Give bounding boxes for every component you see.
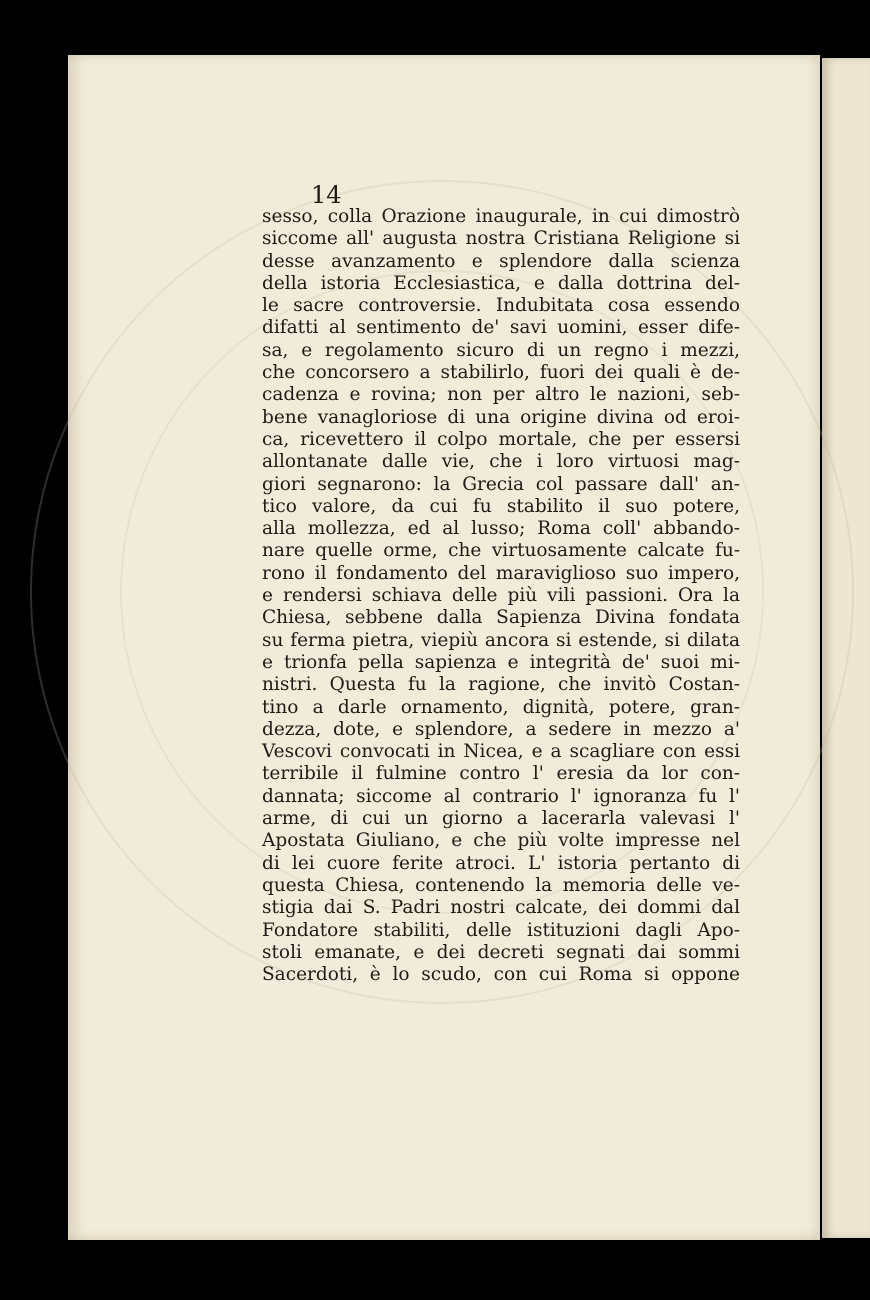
- text-line: rono il fondamento del maraviglioso suo impero,: [262, 562, 740, 584]
- text-line: arme, di cui un giorno a lacerarla valevasi l': [262, 808, 740, 830]
- text-line: Chiesa, sebbene dalla Sapienza Divina fondata: [262, 607, 740, 629]
- text-line: tico valore, da cui fu stabilito il suo potere,: [262, 495, 740, 517]
- text-line: di lei cuore ferite atroci. L' istoria pertanto di: [262, 852, 740, 874]
- text-line: sesso, colla Orazione inaugurale, in cui dimostrò: [262, 206, 740, 227]
- text-line: stigia dai S. Padri nostri calcate, dei dommi dal: [262, 897, 740, 919]
- text-line: cadenza e rovina; non per altro le nazioni, seb-: [262, 384, 740, 406]
- text-line: Sacerdoti, è lo scudo, con cui Roma si oppone: [262, 964, 740, 986]
- text-line: dezza, dote, e splendore, a sedere in mezzo a': [262, 718, 740, 740]
- text-line: Vescovi convocati in Nicea, e a scagliare con essi: [262, 741, 740, 763]
- text-line: le sacre controversie. Indubitata cosa essendo: [262, 295, 740, 317]
- text-line: della istoria Ecclesiastica, e dalla dottrina del-: [262, 272, 740, 294]
- text-line: giori segnarono: la Grecia col passare dall' an-: [262, 473, 740, 495]
- text-line: bene vanagloriose di una origine divina od eroi-: [262, 406, 740, 428]
- text-line: terribile il fulmine contro l' eresia da lor con-: [262, 763, 740, 785]
- text-line: che concorsero a stabilirlo, fuori dei quali è de-: [262, 362, 740, 384]
- text-line: e trionfa pella sapienza e integrità de' suoi mi-: [262, 651, 740, 673]
- text-line: Apostata Giuliano, e che più volte impresse nel: [262, 830, 740, 852]
- text-line: alla mollezza, ed al lusso; Roma coll' abbando-: [262, 518, 740, 540]
- text-line: questa Chiesa, contenendo la memoria delle ve-: [262, 874, 740, 896]
- text-line: nistri. Questa fu la ragione, che invitò Costan-: [262, 674, 740, 696]
- text-line: stoli emanate, e dei decreti segnati dai sommi: [262, 941, 740, 963]
- body-text: [262, 206, 740, 986]
- text-line: dannata; siccome al contrario l' ignoranza fu l': [262, 785, 740, 807]
- text-line: nare quelle orme, che virtuosamente calcate fu-: [262, 540, 740, 562]
- text-line: e rendersi schiava delle più vili passioni. Ora la: [262, 585, 740, 607]
- text-line: Fondatore stabiliti, delle istituzioni dagli Apo-: [262, 919, 740, 941]
- text-line: difatti al sentimento de' savi uomini, esser dife-: [262, 317, 740, 339]
- text-line: tino a darle ornamento, dignità, potere, gran-: [262, 696, 740, 718]
- text-line: desse avanzamento e splendore dalla scienza: [262, 250, 740, 272]
- page-number: 14: [311, 181, 342, 209]
- text-line: siccome all' augusta nostra Cristiana Religione si: [262, 228, 740, 250]
- text-line: su ferma pietra, viepiù ancora si estende, si dilata: [262, 629, 740, 651]
- text-line: allontanate dalle vie, che i loro virtuosi mag-: [262, 451, 740, 473]
- text-line: sa, e regolamento sicuro di un regno i mezzi,: [262, 339, 740, 361]
- text-line: ca, ricevettero il colpo mortale, che per essersi: [262, 428, 740, 450]
